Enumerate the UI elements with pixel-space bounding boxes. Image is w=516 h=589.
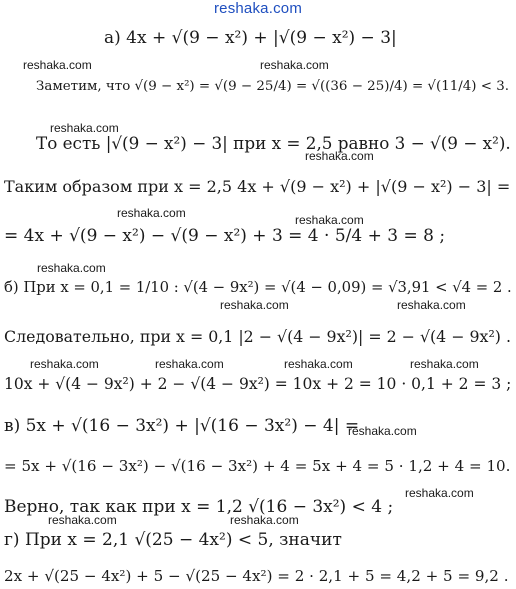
watermark: reshaka.com	[23, 58, 92, 72]
watermark: reshaka.com	[117, 206, 186, 220]
true-line: Верно, так как при x = 1,2 √(16 − 3x²) < 4 ;	[4, 497, 394, 517]
watermark: reshaka.com	[230, 513, 299, 527]
hence-line: Следовательно, при x = 0,1 |2 − √(4 − 9x²)| = 2 − √(4 − 9x²) .	[4, 327, 511, 346]
watermark: reshaka.com	[50, 121, 119, 135]
notice-line: Заметим, что √(9 − x²) = √(9 − 25/4) = √((36 − 25)/4) = √(11/4) < 3.	[36, 79, 509, 94]
watermark: reshaka.com	[220, 298, 289, 312]
watermark: reshaka.com	[348, 424, 417, 438]
watermark: reshaka.com	[284, 357, 353, 371]
calc-a-line: = 4x + √(9 − x²) − √(9 − x²) + 3 = 4 · 5/4 + 3 = 8 ;	[4, 226, 446, 246]
watermark: reshaka.com	[305, 149, 374, 163]
watermark: reshaka.com	[260, 58, 329, 72]
watermark: reshaka.com	[48, 513, 117, 527]
calc-g-line: 2x + √(25 − 4x²) + 5 − √(25 − 4x²) = 2 · 2,1 + 5 = 4,2 + 5 = 9,2 .	[4, 567, 509, 585]
calc-v-line: = 5x + √(16 − 3x²) − √(16 − 3x²) + 4 = 5x + 4 = 5 · 1,2 + 4 = 10.	[4, 457, 511, 475]
part-a-expression: а) 4x + √(9 − x²) + |√(9 − x²) − 3|	[104, 28, 397, 48]
watermark: reshaka.com	[30, 357, 99, 371]
site-logo: reshaka.com	[213, 0, 303, 17]
part-v-line: в) 5x + √(16 − 3x²) + |√(16 − 3x²) − 4| =	[4, 416, 360, 436]
watermark: reshaka.com	[295, 213, 364, 227]
watermark: reshaka.com	[155, 357, 224, 371]
thus-line: Таким образом при x = 2,5 4x + √(9 − x²) + |√(9 − x²) − 3| =	[4, 177, 511, 196]
part-b-line: б) При x = 0,1 = 1/10 : √(4 − 9x²) = √(4 − 0,09) = √3,91 < √4 = 2 .	[4, 279, 512, 296]
watermark: reshaka.com	[405, 486, 474, 500]
watermark: reshaka.com	[410, 357, 479, 371]
calc-b-line: 10x + √(4 − 9x²) + 2 − √(4 − 9x²) = 10x + 2 = 10 · 0,1 + 2 = 3 ;	[4, 375, 512, 393]
watermark: reshaka.com	[37, 261, 106, 275]
part-g-line: г) При x = 2,1 √(25 − 4x²) < 5, значит	[4, 530, 342, 550]
watermark: reshaka.com	[397, 298, 466, 312]
that-is-line: То есть |√(9 − x²) − 3| при x = 2,5 равно 3 − √(9 − x²).	[36, 133, 511, 153]
